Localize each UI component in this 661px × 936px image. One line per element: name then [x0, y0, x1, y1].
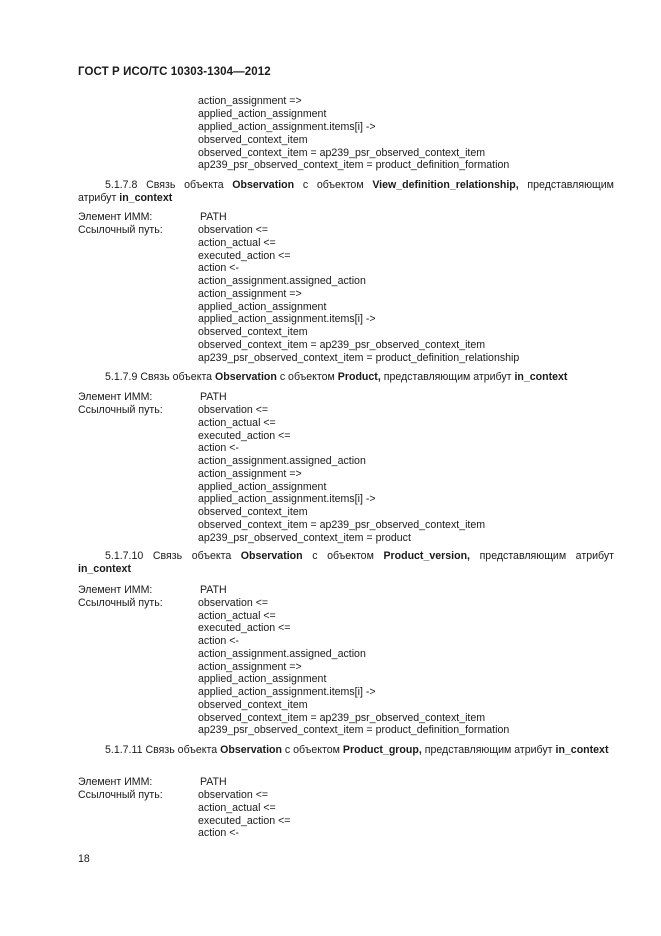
- path-line: ap239_psr_observed_context_item = product_definition_formation: [198, 159, 510, 171]
- path-line: observation <=: [198, 224, 269, 236]
- element-value: PATH: [200, 584, 227, 596]
- path-line: applied_action_assignment: [198, 301, 327, 313]
- path-line: action_assignment.assigned_action: [198, 275, 366, 287]
- path-line: action <-: [198, 442, 239, 454]
- path-line: action_assignment.assigned_action: [198, 455, 366, 467]
- path-line: observed_context_item: [198, 506, 308, 518]
- path-line: action_actual <=: [198, 417, 276, 429]
- path-line: applied_action_assignment: [198, 108, 327, 120]
- section-heading: 5.1.7.9 Связь объекта Observation с объектом Product, представляющим атрибут in_context: [105, 371, 568, 383]
- path-line: observed_context_item = ap239_psr_observed_context_item: [198, 519, 486, 531]
- element-value: PATH: [200, 211, 227, 223]
- path-line: observed_context_item: [198, 699, 308, 711]
- path-line: executed_action <=: [198, 250, 291, 262]
- path-line: action_assignment =>: [198, 95, 302, 107]
- path-label: Ссылочный путь:: [78, 224, 163, 236]
- path-line: observed_context_item: [198, 326, 308, 338]
- element-label: Элемент ИММ:: [78, 391, 153, 403]
- path-line: action_actual <=: [198, 237, 276, 249]
- path-line: action_actual <=: [198, 610, 276, 622]
- path-line: action <-: [198, 827, 239, 839]
- section-heading: 5.1.7.11 Связь объекта Observation с объектом Product_group, представляющим атрибут in_context: [105, 744, 609, 756]
- path-label: Ссылочный путь:: [78, 789, 163, 801]
- path-line: observation <=: [198, 404, 269, 416]
- path-line: action_assignment =>: [198, 661, 302, 673]
- element-label: Элемент ИММ:: [78, 776, 153, 788]
- section-heading: 5.1.7.8 Связь объекта Observation с объектом View_definition_relationship, представляющим атрибут in_context: [78, 179, 614, 205]
- path-line: applied_action_assignment.items[i] ->: [198, 686, 376, 698]
- section-heading: 5.1.7.10 Связь объекта Observation с объектом Product_version, представляющим атрибут in_context: [78, 550, 614, 576]
- path-line: action_assignment =>: [198, 468, 302, 480]
- path-line: action_assignment.assigned_action: [198, 648, 366, 660]
- path-line: observation <=: [198, 789, 269, 801]
- path-line: applied_action_assignment.items[i] ->: [198, 493, 376, 505]
- path-line: ap239_psr_observed_context_item = product_definition_formation: [198, 724, 510, 736]
- element-value: PATH: [200, 776, 227, 788]
- path-label: Ссылочный путь:: [78, 597, 163, 609]
- path-line: ap239_psr_observed_context_item = product: [198, 532, 411, 544]
- path-line: ap239_psr_observed_context_item = product_definition_relationship: [198, 352, 520, 364]
- path-line: action_actual <=: [198, 802, 276, 814]
- path-label: Ссылочный путь:: [78, 404, 163, 416]
- path-line: action <-: [198, 262, 239, 274]
- path-line: applied_action_assignment: [198, 481, 327, 493]
- path-line: applied_action_assignment: [198, 673, 327, 685]
- path-line: observation <=: [198, 597, 269, 609]
- path-line: action_assignment =>: [198, 288, 302, 300]
- path-line: observed_context_item = ap239_psr_observed_context_item: [198, 712, 486, 724]
- path-line: observed_context_item = ap239_psr_observed_context_item: [198, 147, 486, 159]
- element-label: Элемент ИММ:: [78, 211, 153, 223]
- path-line: applied_action_assignment.items[i] ->: [198, 313, 376, 325]
- path-line: observed_context_item = ap239_psr_observed_context_item: [198, 339, 486, 351]
- path-line: applied_action_assignment.items[i] ->: [198, 121, 376, 133]
- page-header: ГОСТ Р ИСО/ТС 10303-1304—2012: [78, 66, 271, 78]
- path-line: observed_context_item: [198, 134, 308, 146]
- element-label: Элемент ИММ:: [78, 584, 153, 596]
- path-line: executed_action <=: [198, 622, 291, 634]
- path-line: executed_action <=: [198, 430, 291, 442]
- page-number: 18: [78, 853, 90, 865]
- path-line: action <-: [198, 635, 239, 647]
- path-line: executed_action <=: [198, 815, 291, 827]
- element-value: PATH: [200, 391, 227, 403]
